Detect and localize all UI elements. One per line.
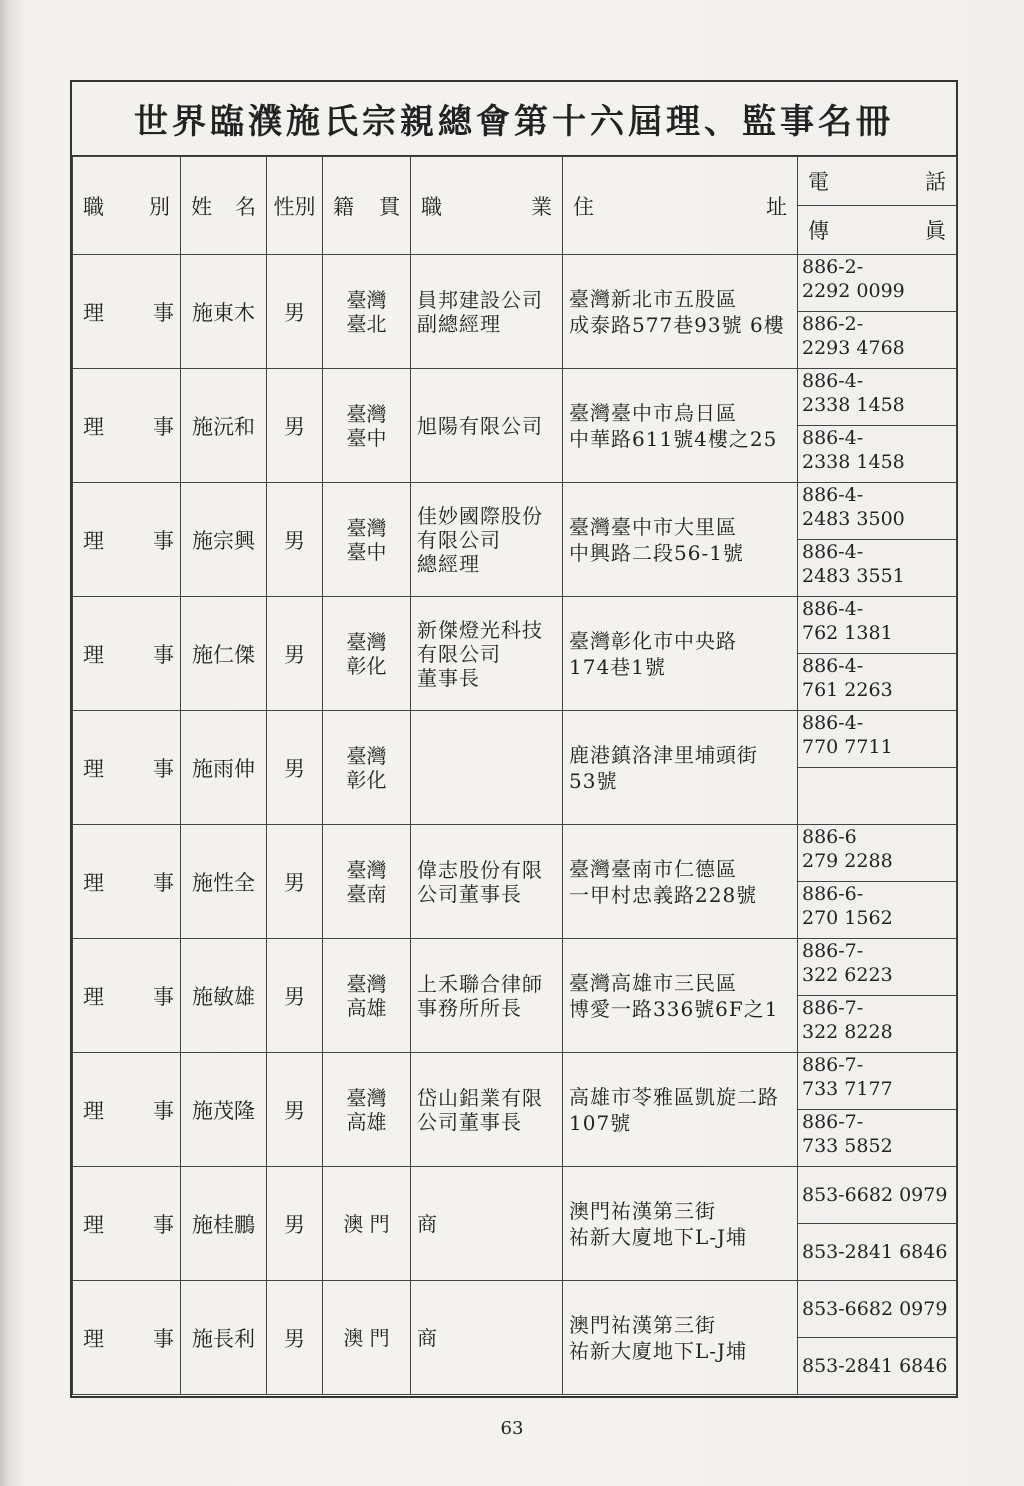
name-cell: 施沅和 xyxy=(181,369,267,483)
sex-cell: 男 xyxy=(267,939,323,1053)
table-row xyxy=(73,939,957,996)
address-line: 中華路611號4樓之25 xyxy=(569,426,778,451)
address-line: 臺灣臺南市仁德區 xyxy=(569,856,737,881)
fax-cell xyxy=(798,1110,957,1167)
page-number: 63 xyxy=(500,1418,524,1439)
fax-line: 886-7- xyxy=(802,1111,864,1133)
table-row xyxy=(73,255,957,312)
header-origin: 籍 貫 xyxy=(323,157,411,255)
address-cell xyxy=(563,369,798,483)
header-role: 職 別 xyxy=(73,157,181,255)
name-cell: 施長利 xyxy=(181,1281,267,1395)
address-cell xyxy=(563,939,798,1053)
roster-table xyxy=(72,156,957,1395)
role-cell: 理 事 xyxy=(73,597,181,711)
phone-line: 2338 1458 xyxy=(802,394,905,416)
fax-cell xyxy=(798,654,957,711)
role-cell: 理 事 xyxy=(73,711,181,825)
roster-body xyxy=(73,255,957,1395)
job-cell xyxy=(411,1281,563,1395)
name-cell: 施桂鵬 xyxy=(181,1167,267,1281)
phone-line: 853-6682 0979 xyxy=(802,1184,948,1206)
phone-line: 886-7- xyxy=(802,1054,864,1076)
job-line: 岱山鋁業有限 xyxy=(417,1085,543,1110)
job-cell xyxy=(411,597,563,711)
address-cell xyxy=(563,483,798,597)
job-cell xyxy=(411,825,563,939)
job-line: 事務所所長 xyxy=(417,995,522,1020)
phone-cell xyxy=(798,825,957,882)
phone-line: 886-4- xyxy=(802,712,864,734)
phone-line: 886-7- xyxy=(802,940,864,962)
address-line: 臺灣高雄市三民區 xyxy=(569,970,737,995)
sex-cell: 男 xyxy=(267,255,323,369)
address-cell xyxy=(563,1167,798,1281)
fax-cell xyxy=(798,996,957,1053)
address-cell xyxy=(563,1281,798,1395)
fax-line: 761 2263 xyxy=(802,679,893,701)
document-title: 世界臨濮施氏宗親總會第十六屆理、監事名冊 xyxy=(72,82,956,156)
role-cell: 理 事 xyxy=(73,369,181,483)
origin-line: 臺灣 xyxy=(346,743,387,768)
phone-line: 886-4- xyxy=(802,370,864,392)
origin-line: 臺灣 xyxy=(346,857,387,882)
origin-cell xyxy=(323,1167,411,1281)
origin-line: 彰化 xyxy=(346,767,387,792)
origin-line: 臺中 xyxy=(346,425,387,450)
job-line: 總經理 xyxy=(417,551,480,576)
address-line: 祐新大廈地下L-J埔 xyxy=(569,1224,748,1249)
origin-line: 臺灣 xyxy=(346,971,387,996)
name-cell: 施宗興 xyxy=(181,483,267,597)
table-row xyxy=(73,369,957,426)
job-cell xyxy=(411,1167,563,1281)
address-line: 鹿港鎮洛津里埔頭街 xyxy=(569,742,758,767)
address-line: 臺灣臺中市烏日區 xyxy=(569,400,737,425)
address-line: 53號 xyxy=(569,768,618,793)
job-cell xyxy=(411,369,563,483)
origin-line: 澳 門 xyxy=(343,1325,390,1350)
sex-cell: 男 xyxy=(267,483,323,597)
job-line: 佳妙國際股份 xyxy=(417,503,543,528)
phone-cell xyxy=(798,1053,957,1110)
name-cell: 施茂隆 xyxy=(181,1053,267,1167)
address-line: 成泰路577巷93號 6樓 xyxy=(569,312,785,337)
phone-line: 279 2288 xyxy=(802,850,893,872)
fax-cell xyxy=(798,312,957,369)
phone-line: 770 7711 xyxy=(802,736,893,758)
sex-cell: 男 xyxy=(267,597,323,711)
phone-line: 322 6223 xyxy=(802,964,893,986)
header-address: 住 址 xyxy=(563,157,798,255)
fax-cell xyxy=(798,426,957,483)
origin-line: 臺灣 xyxy=(346,401,387,426)
job-line: 公司董事長 xyxy=(417,881,522,906)
fax-line: 886-4- xyxy=(802,541,864,563)
origin-line: 臺北 xyxy=(346,311,387,336)
phone-line: 2292 0099 xyxy=(802,280,905,302)
address-line: 澳門祐漢第三街 xyxy=(569,1312,716,1337)
origin-cell xyxy=(323,597,411,711)
fax-line: 733 5852 xyxy=(802,1135,893,1157)
table-row xyxy=(73,1281,957,1338)
fax-line: 2293 4768 xyxy=(802,337,905,359)
job-line: 商 xyxy=(417,1325,438,1350)
origin-line: 彰化 xyxy=(346,653,387,678)
roster-frame xyxy=(70,80,958,1398)
address-line: 174巷1號 xyxy=(569,654,666,679)
address-cell xyxy=(563,597,798,711)
address-line: 中興路二段56-1號 xyxy=(569,540,744,565)
fax-line: 853-2841 6846 xyxy=(802,1355,948,1377)
address-cell xyxy=(563,825,798,939)
origin-cell xyxy=(323,483,411,597)
job-line: 有限公司 xyxy=(417,641,501,666)
role-cell: 理 事 xyxy=(73,825,181,939)
phone-cell xyxy=(798,1281,957,1338)
job-line: 公司董事長 xyxy=(417,1109,522,1134)
origin-line: 臺中 xyxy=(346,539,387,564)
address-line: 祐新大廈地下L-J埔 xyxy=(569,1338,748,1363)
fax-line: 270 1562 xyxy=(802,907,893,929)
job-line: 商 xyxy=(417,1211,438,1236)
origin-cell xyxy=(323,939,411,1053)
address-line: 臺灣臺中市大里區 xyxy=(569,514,737,539)
phone-cell xyxy=(798,711,957,768)
origin-cell xyxy=(323,711,411,825)
address-line: 臺灣新北市五股區 xyxy=(569,286,737,311)
job-line: 有限公司 xyxy=(417,527,501,552)
address-cell xyxy=(563,1053,798,1167)
job-cell xyxy=(411,939,563,1053)
origin-line: 臺灣 xyxy=(346,1085,387,1110)
job-cell xyxy=(411,1053,563,1167)
phone-line: 733 7177 xyxy=(802,1078,893,1100)
job-line: 副總經理 xyxy=(417,311,501,336)
origin-cell xyxy=(323,369,411,483)
job-cell xyxy=(411,255,563,369)
role-cell: 理 事 xyxy=(73,1167,181,1281)
address-line: 臺灣彰化市中央路 xyxy=(569,628,737,653)
fax-line: 886-4- xyxy=(802,427,864,449)
phone-cell xyxy=(798,255,957,312)
job-line: 新傑燈光科技 xyxy=(417,617,543,642)
origin-cell xyxy=(323,1053,411,1167)
address-cell xyxy=(563,711,798,825)
role-cell: 理 事 xyxy=(73,483,181,597)
phone-line: 886-4- xyxy=(802,598,864,620)
sex-cell: 男 xyxy=(267,1167,323,1281)
origin-cell xyxy=(323,1281,411,1395)
job-line: 旭陽有限公司 xyxy=(417,413,543,438)
header-phone: 電 話 xyxy=(798,157,957,206)
sex-cell: 男 xyxy=(267,1281,323,1395)
fax-line: 2483 3551 xyxy=(802,565,905,587)
fax-cell xyxy=(798,882,957,939)
phone-cell xyxy=(798,483,957,540)
header-fax: 傳 眞 xyxy=(798,206,957,255)
header-sex: 性別 xyxy=(267,157,323,255)
sex-cell: 男 xyxy=(267,1053,323,1167)
fax-line: 886-6- xyxy=(802,883,864,905)
sex-cell: 男 xyxy=(267,711,323,825)
fax-line: 322 8228 xyxy=(802,1021,893,1043)
origin-line: 臺灣 xyxy=(346,515,387,540)
table-row xyxy=(73,483,957,540)
table-row xyxy=(73,1053,957,1110)
table-row xyxy=(73,1167,957,1224)
phone-line: 762 1381 xyxy=(802,622,893,644)
fax-line: 886-7- xyxy=(802,997,864,1019)
phone-line: 853-6682 0979 xyxy=(802,1298,948,1320)
phone-cell xyxy=(798,369,957,426)
fax-line: 2338 1458 xyxy=(802,451,905,473)
job-line: 偉志股份有限 xyxy=(417,857,543,882)
address-line: 高雄市苓雅區凱旋二路 xyxy=(569,1084,779,1109)
phone-line: 886-6 xyxy=(802,826,857,848)
fax-line: 886-2- xyxy=(802,313,864,335)
name-cell: 施東木 xyxy=(181,255,267,369)
address-cell xyxy=(563,255,798,369)
job-line: 上禾聯合律師 xyxy=(417,971,543,996)
name-cell: 施仁傑 xyxy=(181,597,267,711)
address-line: 107號 xyxy=(569,1110,632,1135)
header-name: 姓 名 xyxy=(181,157,267,255)
role-cell: 理 事 xyxy=(73,255,181,369)
table-row xyxy=(73,597,957,654)
sex-cell: 男 xyxy=(267,369,323,483)
table-row xyxy=(73,825,957,882)
phone-line: 886-2- xyxy=(802,256,864,278)
name-cell: 施雨伸 xyxy=(181,711,267,825)
origin-cell xyxy=(323,255,411,369)
role-cell: 理 事 xyxy=(73,939,181,1053)
job-cell xyxy=(411,711,563,825)
sex-cell: 男 xyxy=(267,825,323,939)
role-cell: 理 事 xyxy=(73,1281,181,1395)
phone-cell xyxy=(798,939,957,996)
fax-cell xyxy=(798,1338,957,1395)
address-line: 澳門祐漢第三街 xyxy=(569,1198,716,1223)
phone-cell xyxy=(798,1167,957,1224)
origin-line: 臺灣 xyxy=(346,287,387,312)
table-row xyxy=(73,711,957,768)
job-cell xyxy=(411,483,563,597)
header-job: 職 業 xyxy=(411,157,563,255)
origin-line: 臺灣 xyxy=(346,629,387,654)
origin-cell xyxy=(323,825,411,939)
fax-cell xyxy=(798,768,957,825)
address-line: 博愛一路336號6F之1 xyxy=(569,996,779,1021)
fax-line: 853-2841 6846 xyxy=(802,1241,948,1263)
phone-line: 2483 3500 xyxy=(802,508,905,530)
job-line: 董事長 xyxy=(417,665,480,690)
origin-line: 澳 門 xyxy=(343,1211,390,1236)
name-cell: 施性全 xyxy=(181,825,267,939)
phone-cell xyxy=(798,597,957,654)
origin-line: 臺南 xyxy=(346,881,387,906)
name-cell: 施敏雄 xyxy=(181,939,267,1053)
fax-cell xyxy=(798,540,957,597)
origin-line: 高雄 xyxy=(346,995,387,1020)
fax-cell xyxy=(798,1224,957,1281)
origin-line: 高雄 xyxy=(346,1109,387,1134)
fax-line: 886-4- xyxy=(802,655,864,677)
address-line: 一甲村忠義路228號 xyxy=(569,882,758,907)
phone-line: 886-4- xyxy=(802,484,864,506)
role-cell: 理 事 xyxy=(73,1053,181,1167)
job-line: 員邦建設公司 xyxy=(417,287,543,312)
